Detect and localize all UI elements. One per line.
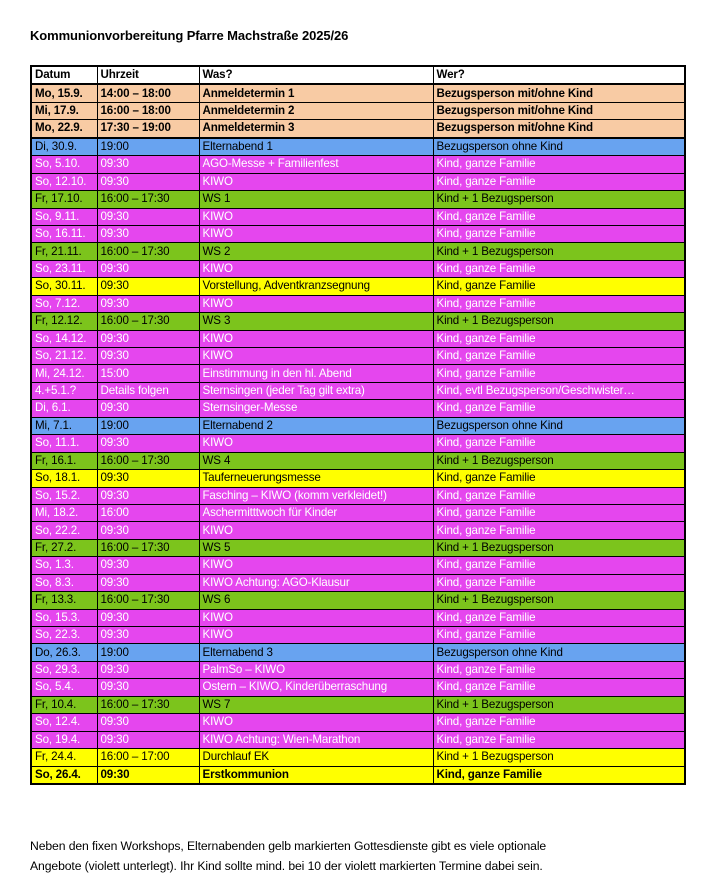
cell-datum: So, 18.1. [31, 470, 97, 487]
table-row [31, 522, 685, 539]
cell-wer: Kind + 1 Bezugsperson [433, 452, 685, 469]
table-row [31, 627, 685, 644]
schedule-table [30, 65, 686, 785]
cell-datum: So, 15.3. [31, 609, 97, 626]
cell-datum: So, 12.4. [31, 714, 97, 731]
cell-was: Sternsingen (jeder Tag gilt extra) [199, 382, 433, 399]
cell-wer: Kind, ganze Familie [433, 557, 685, 574]
cell-was: Anmeldetermin 3 [199, 120, 433, 138]
cell-uhrzeit: 09:30 [97, 348, 199, 365]
cell-wer: Kind, ganze Familie [433, 679, 685, 696]
cell-wer: Kind, ganze Familie [433, 295, 685, 312]
table-row [31, 102, 685, 119]
cell-was: KIWO [199, 225, 433, 242]
table-row [31, 260, 685, 277]
table-row [31, 696, 685, 713]
table-row [31, 609, 685, 626]
table-row [31, 191, 685, 208]
cell-datum: So, 15.2. [31, 487, 97, 504]
table-row [31, 749, 685, 766]
cell-wer: Kind + 1 Bezugsperson [433, 191, 685, 208]
table-row [31, 84, 685, 102]
table-row [31, 417, 685, 434]
table-row [31, 452, 685, 469]
cell-datum: Mi, 17.9. [31, 102, 97, 119]
cell-datum: So, 12.10. [31, 173, 97, 190]
cell-was: KIWO [199, 522, 433, 539]
cell-datum: So, 5.4. [31, 679, 97, 696]
cell-was: KIWO [199, 435, 433, 452]
cell-wer: Kind + 1 Bezugsperson [433, 243, 685, 260]
cell-uhrzeit: 16:00 – 17:30 [97, 313, 199, 330]
cell-uhrzeit: 09:30 [97, 173, 199, 190]
cell-datum: Di, 6.1. [31, 400, 97, 417]
cell-uhrzeit: 15:00 [97, 365, 199, 382]
cell-was: KIWO [199, 627, 433, 644]
cell-datum: Fr, 21.11. [31, 243, 97, 260]
cell-datum: So, 29.3. [31, 661, 97, 678]
table-row [31, 661, 685, 678]
table-row [31, 278, 685, 295]
cell-uhrzeit: 16:00 – 17:30 [97, 452, 199, 469]
cell-was: KIWO [199, 714, 433, 731]
cell-uhrzeit: 16:00 – 17:30 [97, 696, 199, 713]
cell-uhrzeit: 16:00 – 17:00 [97, 749, 199, 766]
cell-was: Vorstellung, Adventkranzsegnung [199, 278, 433, 295]
cell-was: WS 7 [199, 696, 433, 713]
cell-was: KIWO [199, 295, 433, 312]
cell-datum: Fr, 13.3. [31, 592, 97, 609]
cell-datum: So, 21.12. [31, 348, 97, 365]
cell-uhrzeit: 09:30 [97, 574, 199, 591]
column-header-wer: Wer? [433, 66, 685, 84]
table-row [31, 714, 685, 731]
cell-uhrzeit: 16:00 – 17:30 [97, 539, 199, 556]
cell-uhrzeit: 09:30 [97, 627, 199, 644]
cell-datum: So, 19.4. [31, 731, 97, 748]
cell-was: Anmeldetermin 2 [199, 102, 433, 119]
cell-was: Anmeldetermin 1 [199, 84, 433, 102]
cell-datum: So, 14.12. [31, 330, 97, 347]
cell-uhrzeit: 16:00 – 17:30 [97, 243, 199, 260]
cell-wer: Bezugsperson ohne Kind [433, 644, 685, 661]
cell-datum: Fr, 17.10. [31, 191, 97, 208]
cell-wer: Kind, evtl Bezugsperson/Geschwister… [433, 382, 685, 399]
cell-wer: Bezugsperson ohne Kind [433, 417, 685, 434]
cell-datum: Fr, 12.12. [31, 313, 97, 330]
cell-wer: Kind + 1 Bezugsperson [433, 592, 685, 609]
cell-wer: Kind, ganze Familie [433, 260, 685, 277]
cell-wer: Kind, ganze Familie [433, 470, 685, 487]
cell-uhrzeit: 19:00 [97, 138, 199, 156]
cell-datum: Di, 30.9. [31, 138, 97, 156]
footer-note [30, 836, 685, 876]
cell-wer: Kind + 1 Bezugsperson [433, 696, 685, 713]
cell-uhrzeit: 09:30 [97, 330, 199, 347]
cell-wer: Kind, ganze Familie [433, 504, 685, 521]
column-header-datum: Datum [31, 66, 97, 84]
cell-uhrzeit: 09:30 [97, 609, 199, 626]
cell-uhrzeit: 16:00 – 17:30 [97, 592, 199, 609]
cell-wer: Kind, ganze Familie [433, 627, 685, 644]
cell-uhrzeit: 09:30 [97, 714, 199, 731]
table-row [31, 731, 685, 748]
cell-was: WS 6 [199, 592, 433, 609]
cell-wer: Kind, ganze Familie [433, 574, 685, 591]
cell-uhrzeit: 16:00 [97, 504, 199, 521]
cell-wer: Kind, ganze Familie [433, 731, 685, 748]
cell-datum: So, 23.11. [31, 260, 97, 277]
cell-wer: Kind + 1 Bezugsperson [433, 539, 685, 556]
table-row [31, 120, 685, 138]
cell-wer: Kind, ganze Familie [433, 522, 685, 539]
table-row [31, 243, 685, 260]
cell-datum: So, 30.11. [31, 278, 97, 295]
cell-was: Elternabend 1 [199, 138, 433, 156]
cell-was: Ostern – KIWO, Kinderüberraschung [199, 679, 433, 696]
cell-was: Einstimmung in den hl. Abend [199, 365, 433, 382]
table-row [31, 592, 685, 609]
cell-wer: Kind, ganze Familie [433, 714, 685, 731]
cell-uhrzeit: 17:30 – 19:00 [97, 120, 199, 138]
footer-line-1: Neben den fixen Workshops, Elternabenden gelb markierten Gottesdienste gibt es viele optionale [30, 839, 547, 853]
schedule-body [31, 84, 685, 784]
cell-was: KIWO [199, 557, 433, 574]
cell-uhrzeit: 09:30 [97, 435, 199, 452]
table-row [31, 208, 685, 225]
cell-datum: So, 1.3. [31, 557, 97, 574]
cell-datum: So, 11.1. [31, 435, 97, 452]
table-row [31, 557, 685, 574]
cell-uhrzeit: 09:30 [97, 400, 199, 417]
cell-was: PalmSo – KIWO [199, 661, 433, 678]
table-row [31, 156, 685, 173]
table-row [31, 173, 685, 190]
cell-datum: So, 7.12. [31, 295, 97, 312]
cell-wer: Kind, ganze Familie [433, 208, 685, 225]
cell-was: KIWO [199, 260, 433, 277]
cell-datum: Fr, 24.4. [31, 749, 97, 766]
cell-datum: So, 26.4. [31, 766, 97, 784]
cell-wer: Kind, ganze Familie [433, 766, 685, 784]
cell-wer: Kind, ganze Familie [433, 487, 685, 504]
cell-uhrzeit: 09:30 [97, 487, 199, 504]
cell-uhrzeit: 09:30 [97, 295, 199, 312]
cell-datum: Mi, 18.2. [31, 504, 97, 521]
cell-was: WS 5 [199, 539, 433, 556]
table-row [31, 400, 685, 417]
table-row [31, 766, 685, 784]
cell-uhrzeit: 16:00 – 17:30 [97, 191, 199, 208]
cell-uhrzeit: 09:30 [97, 557, 199, 574]
cell-was: WS 4 [199, 452, 433, 469]
cell-was: Aschermitttwoch für Kinder [199, 504, 433, 521]
cell-datum: So, 16.11. [31, 225, 97, 242]
cell-datum: Mi, 7.1. [31, 417, 97, 434]
table-row [31, 295, 685, 312]
table-row [31, 348, 685, 365]
cell-wer: Kind, ganze Familie [433, 278, 685, 295]
cell-wer: Bezugsperson mit/ohne Kind [433, 102, 685, 119]
cell-uhrzeit: 09:30 [97, 679, 199, 696]
cell-uhrzeit: 09:30 [97, 661, 199, 678]
cell-was: WS 1 [199, 191, 433, 208]
cell-was: Fasching – KIWO (komm verkleidet!) [199, 487, 433, 504]
cell-was: WS 3 [199, 313, 433, 330]
cell-datum: Fr, 16.1. [31, 452, 97, 469]
cell-was: KIWO [199, 208, 433, 225]
cell-was: Tauferneuerungsmesse [199, 470, 433, 487]
table-row [31, 138, 685, 156]
cell-was: Erstkommunion [199, 766, 433, 784]
cell-uhrzeit: 09:30 [97, 225, 199, 242]
cell-wer: Kind, ganze Familie [433, 435, 685, 452]
cell-datum: Fr, 27.2. [31, 539, 97, 556]
cell-uhrzeit: 09:30 [97, 766, 199, 784]
table-row [31, 679, 685, 696]
cell-uhrzeit: 19:00 [97, 417, 199, 434]
cell-was: KIWO [199, 330, 433, 347]
column-header-uhrzeit: Uhrzeit [97, 66, 199, 84]
cell-wer: Kind, ganze Familie [433, 365, 685, 382]
cell-uhrzeit: 14:00 – 18:00 [97, 84, 199, 102]
cell-wer: Kind + 1 Bezugsperson [433, 313, 685, 330]
cell-was: KIWO [199, 348, 433, 365]
cell-datum: 4.+5.1.? [31, 382, 97, 399]
cell-datum: Fr, 10.4. [31, 696, 97, 713]
cell-wer: Kind, ganze Familie [433, 225, 685, 242]
cell-wer: Kind, ganze Familie [433, 609, 685, 626]
table-row [31, 330, 685, 347]
cell-wer: Kind, ganze Familie [433, 173, 685, 190]
cell-datum: So, 9.11. [31, 208, 97, 225]
table-row [31, 504, 685, 521]
cell-datum: Do, 26.3. [31, 644, 97, 661]
cell-datum: So, 22.2. [31, 522, 97, 539]
table-header-row [31, 66, 685, 84]
footer-line-2: Angebote (violett unterlegt). Ihr Kind sollte mind. bei 10 der violett markierten Termine dabei sein. [30, 859, 543, 873]
cell-uhrzeit: 16:00 – 18:00 [97, 102, 199, 119]
cell-was: WS 2 [199, 243, 433, 260]
cell-wer: Kind + 1 Bezugsperson [433, 749, 685, 766]
cell-was: Elternabend 2 [199, 417, 433, 434]
cell-uhrzeit: 09:30 [97, 208, 199, 225]
table-row [31, 365, 685, 382]
cell-datum: So, 22.3. [31, 627, 97, 644]
cell-uhrzeit: 09:30 [97, 260, 199, 277]
cell-wer: Kind, ganze Familie [433, 348, 685, 365]
table-row [31, 539, 685, 556]
cell-uhrzeit: 09:30 [97, 156, 199, 173]
cell-uhrzeit: 09:30 [97, 522, 199, 539]
cell-datum: So, 5.10. [31, 156, 97, 173]
table-row [31, 487, 685, 504]
table-row [31, 470, 685, 487]
cell-wer: Kind, ganze Familie [433, 156, 685, 173]
table-row [31, 382, 685, 399]
table-row [31, 574, 685, 591]
cell-was: Durchlauf EK [199, 749, 433, 766]
page-title: Kommunionvorbereitung Pfarre Machstraße 2025/26 [30, 28, 349, 43]
cell-was: Elternabend 3 [199, 644, 433, 661]
cell-wer: Kind, ganze Familie [433, 400, 685, 417]
table-row [31, 313, 685, 330]
cell-datum: Mo, 22.9. [31, 120, 97, 138]
cell-was: KIWO [199, 173, 433, 190]
table-row [31, 435, 685, 452]
cell-wer: Bezugsperson ohne Kind [433, 138, 685, 156]
cell-datum: Mi, 24.12. [31, 365, 97, 382]
table-row [31, 225, 685, 242]
cell-uhrzeit: 19:00 [97, 644, 199, 661]
cell-wer: Kind, ganze Familie [433, 661, 685, 678]
cell-datum: So, 8.3. [31, 574, 97, 591]
cell-uhrzeit: 09:30 [97, 278, 199, 295]
cell-was: AGO-Messe + Familienfest [199, 156, 433, 173]
cell-uhrzeit: 09:30 [97, 470, 199, 487]
cell-was: Sternsinger-Messe [199, 400, 433, 417]
cell-was: KIWO Achtung: AGO-Klausur [199, 574, 433, 591]
cell-datum: Mo, 15.9. [31, 84, 97, 102]
cell-was: KIWO Achtung: Wien-Marathon [199, 731, 433, 748]
cell-wer: Bezugsperson mit/ohne Kind [433, 84, 685, 102]
cell-uhrzeit: Details folgen [97, 382, 199, 399]
table-row [31, 644, 685, 661]
cell-uhrzeit: 09:30 [97, 731, 199, 748]
cell-wer: Kind, ganze Familie [433, 330, 685, 347]
cell-wer: Bezugsperson mit/ohne Kind [433, 120, 685, 138]
cell-was: KIWO [199, 609, 433, 626]
column-header-was: Was? [199, 66, 433, 84]
